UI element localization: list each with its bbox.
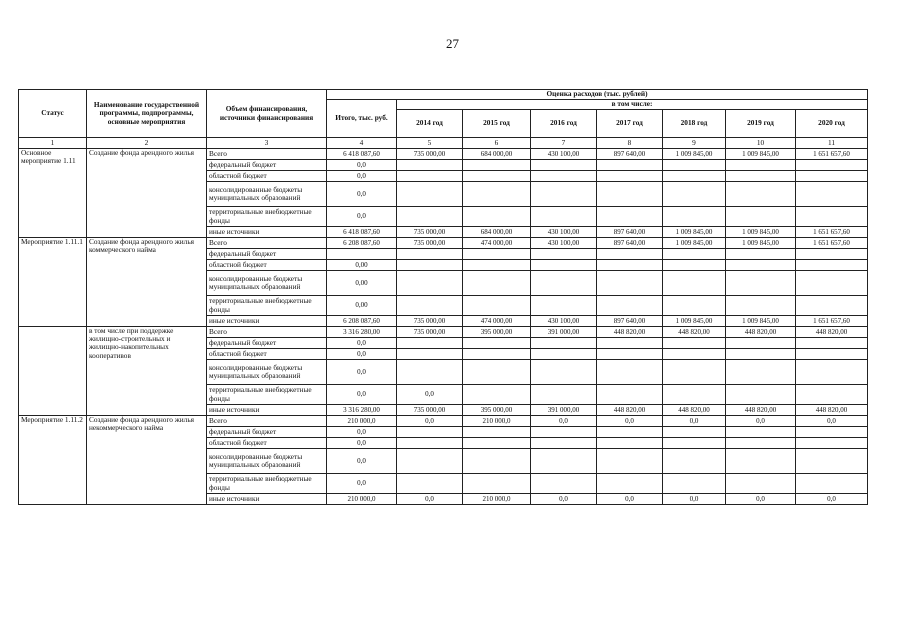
year-value <box>663 438 726 449</box>
total-value: 0,0 <box>327 160 397 171</box>
year-value: 448 820,00 <box>597 327 663 338</box>
row-name: Создание фонда арендного жилья коммерческого найма <box>87 238 207 327</box>
year-value: 1 009 845,00 <box>726 149 796 160</box>
financing-source: Всего <box>207 416 327 427</box>
year-value: 448 820,00 <box>663 327 726 338</box>
year-value <box>397 260 463 271</box>
column-number: 5 <box>397 138 463 149</box>
year-value: 897 640,00 <box>597 316 663 327</box>
year-value <box>531 349 597 360</box>
year-value: 391 000,00 <box>531 327 597 338</box>
year-value <box>531 438 597 449</box>
total-value: 0,0 <box>327 182 397 207</box>
year-value: 1 009 845,00 <box>726 227 796 238</box>
year-value <box>531 207 597 227</box>
year-value <box>397 360 463 385</box>
year-value <box>663 160 726 171</box>
year-value <box>531 182 597 207</box>
year-value <box>597 160 663 171</box>
year-value <box>726 207 796 227</box>
financing-source: территориальные внебюджетные фонды <box>207 296 327 316</box>
table-header <box>19 90 868 149</box>
total-value: 210 000,0 <box>327 494 397 505</box>
year-value: 430 100,00 <box>531 238 597 249</box>
year-value: 0,0 <box>726 416 796 427</box>
row-name: Создание фонда арендного жилья некоммерческого найма <box>87 416 207 505</box>
financing-source: территориальные внебюджетные фонды <box>207 207 327 227</box>
year-value: 448 820,00 <box>726 327 796 338</box>
financing-source: Всего <box>207 327 327 338</box>
total-value: 0,0 <box>327 349 397 360</box>
column-number: 4 <box>327 138 397 149</box>
row-status <box>19 327 87 416</box>
year-value <box>726 385 796 405</box>
year-value: 0,0 <box>796 416 868 427</box>
year-value <box>726 360 796 385</box>
year-value <box>663 260 726 271</box>
year-value: 0,0 <box>531 416 597 427</box>
year-value: 0,0 <box>663 494 726 505</box>
year-value <box>397 182 463 207</box>
year-value <box>531 338 597 349</box>
total-value: 0,0 <box>327 207 397 227</box>
year-value: 1 009 845,00 <box>663 149 726 160</box>
financing-source: территориальные внебюджетные фонды <box>207 385 327 405</box>
year-value: 1 009 845,00 <box>663 227 726 238</box>
year-value <box>726 338 796 349</box>
year-value <box>463 449 531 474</box>
column-number: 6 <box>463 138 531 149</box>
year-value <box>531 249 597 260</box>
year-value <box>531 260 597 271</box>
header-year: 2015 год <box>463 110 531 138</box>
year-value: 430 100,00 <box>531 149 597 160</box>
year-value <box>531 385 597 405</box>
table-row <box>19 149 868 160</box>
year-value: 0,0 <box>597 416 663 427</box>
year-value: 474 000,00 <box>463 238 531 249</box>
year-value <box>597 249 663 260</box>
year-value <box>796 338 868 349</box>
financing-source: консолидированные бюджеты муниципальных образований <box>207 271 327 296</box>
year-value <box>796 182 868 207</box>
year-value <box>796 474 868 494</box>
year-value: 448 820,00 <box>796 405 868 416</box>
year-value: 735 000,00 <box>397 316 463 327</box>
year-value <box>726 160 796 171</box>
financing-source: территориальные внебюджетные фонды <box>207 474 327 494</box>
header-estimate: Оценка расходов (тыс. рублей) <box>327 90 868 100</box>
year-value: 1 651 657,60 <box>796 149 868 160</box>
year-value: 448 820,00 <box>796 327 868 338</box>
year-value: 1 009 845,00 <box>726 316 796 327</box>
year-value <box>463 427 531 438</box>
year-value <box>663 449 726 474</box>
year-value: 1 009 845,00 <box>663 238 726 249</box>
year-value: 0,0 <box>796 494 868 505</box>
header-name: Наименование государственной программы, подпрограммы, основные мероприятия <box>87 90 207 138</box>
financing-source: консолидированные бюджеты муниципальных образований <box>207 182 327 207</box>
financing-source: федеральный бюджет <box>207 249 327 260</box>
year-value: 735 000,00 <box>397 149 463 160</box>
year-value: 448 820,00 <box>663 405 726 416</box>
year-value <box>397 474 463 494</box>
page-number: 27 <box>446 36 459 51</box>
financing-source: иные источники <box>207 405 327 416</box>
year-value: 448 820,00 <box>726 405 796 416</box>
total-value: 0,0 <box>327 438 397 449</box>
year-value <box>663 207 726 227</box>
year-value <box>397 271 463 296</box>
year-value <box>463 271 531 296</box>
year-value <box>463 296 531 316</box>
year-value <box>796 349 868 360</box>
table-row <box>19 416 868 427</box>
year-value <box>663 427 726 438</box>
year-value <box>663 296 726 316</box>
year-value <box>796 249 868 260</box>
year-value <box>463 349 531 360</box>
year-value: 474 000,00 <box>463 316 531 327</box>
year-value <box>463 207 531 227</box>
row-name: в том числе при поддержке жилищно-строительных и жилищно-накопительных кооперативов <box>87 327 207 416</box>
year-value <box>463 249 531 260</box>
year-value <box>726 260 796 271</box>
year-value <box>597 360 663 385</box>
year-value <box>463 385 531 405</box>
year-value <box>463 160 531 171</box>
column-number: 10 <box>726 138 796 149</box>
year-value <box>531 171 597 182</box>
year-value <box>726 438 796 449</box>
column-number: 7 <box>531 138 597 149</box>
year-value <box>597 385 663 405</box>
year-value <box>397 207 463 227</box>
year-value <box>397 338 463 349</box>
financing-source: федеральный бюджет <box>207 427 327 438</box>
year-value: 0,0 <box>397 494 463 505</box>
total-value: 0,0 <box>327 449 397 474</box>
column-number: 3 <box>207 138 327 149</box>
year-value <box>463 182 531 207</box>
total-value: 0,00 <box>327 260 397 271</box>
year-value: 430 100,00 <box>531 227 597 238</box>
row-status: Основное мероприятие 1.11 <box>19 149 87 238</box>
year-value: 1 651 657,60 <box>796 238 868 249</box>
year-value <box>463 438 531 449</box>
year-value <box>597 438 663 449</box>
year-value <box>463 260 531 271</box>
financing-source: областной бюджет <box>207 260 327 271</box>
financing-source: иные источники <box>207 227 327 238</box>
year-value <box>397 160 463 171</box>
year-value <box>463 171 531 182</box>
total-value: 0,0 <box>327 427 397 438</box>
year-value <box>597 349 663 360</box>
year-value <box>726 449 796 474</box>
total-value: 0,0 <box>327 360 397 385</box>
year-value <box>597 171 663 182</box>
year-value <box>726 182 796 207</box>
year-value: 448 820,00 <box>597 405 663 416</box>
year-value <box>531 449 597 474</box>
total-value: 0,0 <box>327 171 397 182</box>
year-value <box>597 207 663 227</box>
financing-source: областной бюджет <box>207 349 327 360</box>
year-value <box>796 271 868 296</box>
header-including: в том числе: <box>397 100 868 110</box>
total-value: 3 316 280,00 <box>327 327 397 338</box>
financing-source: иные источники <box>207 316 327 327</box>
total-value: 3 316 280,00 <box>327 405 397 416</box>
year-value: 684 000,00 <box>463 149 531 160</box>
year-value <box>796 385 868 405</box>
financing-source: консолидированные бюджеты муниципальных образований <box>207 360 327 385</box>
year-value <box>663 338 726 349</box>
year-value <box>597 474 663 494</box>
year-value <box>397 438 463 449</box>
year-value <box>796 360 868 385</box>
total-value: 0,00 <box>327 296 397 316</box>
year-value <box>597 296 663 316</box>
year-value <box>597 271 663 296</box>
year-value: 0,0 <box>397 416 463 427</box>
financing-source: федеральный бюджет <box>207 338 327 349</box>
year-value <box>726 427 796 438</box>
year-value: 1 651 657,60 <box>796 227 868 238</box>
year-value <box>726 474 796 494</box>
total-value: 210 000,0 <box>327 416 397 427</box>
year-value <box>663 360 726 385</box>
year-value: 684 000,00 <box>463 227 531 238</box>
row-status: Мероприятие 1.11.1 <box>19 238 87 327</box>
header-source: Объем финансирования, источники финансирования <box>207 90 327 138</box>
year-value <box>397 449 463 474</box>
row-name: Создание фонда арендного жилья <box>87 149 207 238</box>
header-year: 2014 год <box>397 110 463 138</box>
year-value <box>463 338 531 349</box>
year-value <box>597 427 663 438</box>
year-value <box>726 171 796 182</box>
year-value <box>663 474 726 494</box>
year-value <box>796 207 868 227</box>
header-year: 2019 год <box>726 110 796 138</box>
year-value: 735 000,00 <box>397 327 463 338</box>
year-value <box>796 171 868 182</box>
year-value <box>796 427 868 438</box>
financing-source: областной бюджет <box>207 438 327 449</box>
year-value <box>663 249 726 260</box>
year-value <box>531 296 597 316</box>
year-value <box>663 171 726 182</box>
year-value <box>531 271 597 296</box>
year-value <box>397 349 463 360</box>
year-value: 0,0 <box>531 494 597 505</box>
total-value: 0,0 <box>327 474 397 494</box>
year-value <box>597 182 663 207</box>
year-value <box>726 249 796 260</box>
year-value: 897 640,00 <box>597 238 663 249</box>
year-value <box>663 271 726 296</box>
year-value <box>597 449 663 474</box>
column-number: 11 <box>796 138 868 149</box>
financing-source: консолидированные бюджеты муниципальных образований <box>207 449 327 474</box>
header-year: 2017 год <box>597 110 663 138</box>
year-value: 735 000,00 <box>397 227 463 238</box>
year-value <box>597 260 663 271</box>
year-value <box>463 474 531 494</box>
year-value <box>796 296 868 316</box>
year-value: 897 640,00 <box>597 227 663 238</box>
year-value <box>663 385 726 405</box>
year-value: 210 000,0 <box>463 494 531 505</box>
financing-table <box>18 89 868 505</box>
year-value <box>796 449 868 474</box>
year-value <box>726 296 796 316</box>
year-value <box>531 474 597 494</box>
header-year: 2020 год <box>796 110 868 138</box>
year-value <box>663 182 726 207</box>
year-value <box>726 271 796 296</box>
financing-source: федеральный бюджет <box>207 160 327 171</box>
year-value <box>397 249 463 260</box>
year-value: 1 009 845,00 <box>726 238 796 249</box>
year-value: 1 009 845,00 <box>663 316 726 327</box>
year-value: 391 000,00 <box>531 405 597 416</box>
year-value <box>531 360 597 385</box>
header-status: Статус <box>19 90 87 138</box>
total-value: 0,0 <box>327 385 397 405</box>
total-value: 0,0 <box>327 338 397 349</box>
year-value: 0,0 <box>663 416 726 427</box>
year-value <box>663 349 726 360</box>
column-number: 9 <box>663 138 726 149</box>
total-value <box>327 249 397 260</box>
financing-source: Всего <box>207 149 327 160</box>
year-value: 1 651 657,60 <box>796 316 868 327</box>
financing-source: Всего <box>207 238 327 249</box>
year-value <box>796 438 868 449</box>
year-value: 210 000,0 <box>463 416 531 427</box>
column-number: 8 <box>597 138 663 149</box>
year-value <box>796 260 868 271</box>
column-number: 1 <box>19 138 87 149</box>
year-value <box>397 296 463 316</box>
header-total: Итого, тыс. руб. <box>327 100 397 138</box>
year-value <box>397 427 463 438</box>
total-value: 0,00 <box>327 271 397 296</box>
year-value <box>531 160 597 171</box>
total-value: 6 418 087,60 <box>327 227 397 238</box>
financing-source: иные источники <box>207 494 327 505</box>
year-value: 395 000,00 <box>463 405 531 416</box>
year-value: 0,0 <box>597 494 663 505</box>
year-value: 0,0 <box>726 494 796 505</box>
year-value: 897 640,00 <box>597 149 663 160</box>
year-value: 395 000,00 <box>463 327 531 338</box>
year-value <box>531 427 597 438</box>
header-year: 2016 год <box>531 110 597 138</box>
year-value <box>397 171 463 182</box>
header-year: 2018 год <box>663 110 726 138</box>
total-value: 6 418 087,60 <box>327 149 397 160</box>
column-number: 2 <box>87 138 207 149</box>
year-value <box>597 338 663 349</box>
financing-source: областной бюджет <box>207 171 327 182</box>
year-value <box>726 349 796 360</box>
row-status: Мероприятие 1.11.2 <box>19 416 87 505</box>
total-value: 6 208 087,60 <box>327 316 397 327</box>
year-value <box>463 360 531 385</box>
year-value: 0,0 <box>397 385 463 405</box>
year-value: 430 100,00 <box>531 316 597 327</box>
year-value: 735 000,00 <box>397 238 463 249</box>
total-value: 6 208 087,60 <box>327 238 397 249</box>
year-value: 735 000,00 <box>397 405 463 416</box>
table-row <box>19 327 868 338</box>
table-row <box>19 238 868 249</box>
table-body <box>19 149 868 505</box>
year-value <box>796 160 868 171</box>
